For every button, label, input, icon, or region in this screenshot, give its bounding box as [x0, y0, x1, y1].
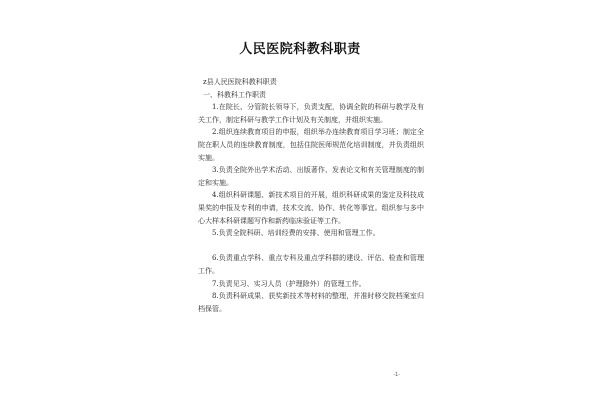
- paragraph-spacer: [198, 240, 424, 253]
- duty-paragraph-4: 4.组织科研课题、新技术项目的开展，组织科研成果的鉴定及科技成果奖的申报及专利的申请，技术交流、协作、转化等事宜。组织参与多中心大样本科研课题写作和新药临床验证等工作。: [198, 191, 424, 225]
- duty-paragraph-5: 5.负责全院科研、培训经费的安排、使用和管理工作。: [212, 229, 380, 238]
- duty-paragraph-3: 3.负责全院外出学术活动、出版著作、发表论文和有关管理制度的制定和实施。: [198, 166, 424, 187]
- duty-paragraph-1: 1.在院长、分管院长领导下，负责支配，协调全院的科研与教学及有关工作，制定科研与教学工作计划及有关制度，并组织实施。: [198, 103, 424, 124]
- duty-paragraph-2: 2.组织连续教育项目的申报，组织举办连续教育项目学习班；制定全院在职人员的连续教育制度，包括住院医师规范化培训制度，并负责组织实施。: [198, 128, 424, 162]
- page-number: -1-: [393, 372, 400, 378]
- duty-paragraph-6: 6.负责重点学科、重点专科及重点学科群的建设、评估、检查和管理工作。: [198, 254, 424, 275]
- document-subtitle: z县人民医院科教科职责: [203, 78, 277, 86]
- section-heading: 一、科教科工作职责: [203, 90, 266, 99]
- document-body: [198, 76, 424, 315]
- duty-paragraph-7: 7.负责见习、实习人员（护理除外）的管理工作。: [212, 279, 366, 288]
- duty-paragraph-8: 8.负责科研成果、获奖新技术等材料的整理，并准时移交院档案室归档保管。: [198, 292, 424, 313]
- document-title: 人民医院科教科职责: [239, 42, 361, 57]
